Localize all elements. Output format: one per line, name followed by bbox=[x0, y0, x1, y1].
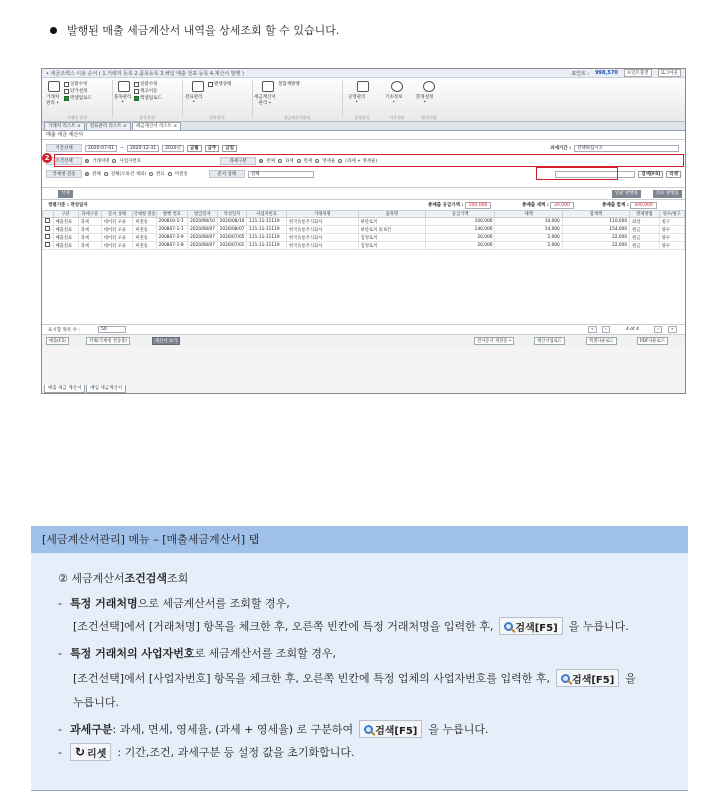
radio-nts-done-label: 완료 bbox=[156, 172, 165, 177]
doc-status-label: 문서 상태 bbox=[209, 170, 245, 178]
sum-supply: 200,000 bbox=[465, 202, 492, 209]
bullet-1-line2 bbox=[73, 617, 629, 635]
intro-line bbox=[50, 22, 339, 38]
period-label: 기간선택 bbox=[46, 144, 82, 152]
bullet-4: - ↻ 리셋 : 기간,조건, 과세구분 등 설정 값을 초기화합니다. bbox=[58, 745, 355, 760]
table-row[interactable] bbox=[43, 226, 685, 234]
col-tax-type[interactable]: 과세구분 bbox=[78, 211, 101, 218]
reset-button[interactable]: 리셋 bbox=[666, 171, 681, 178]
bullet-2: - 특정 거래처의 사업자번호 로 세금계산서를 조회할 경우, bbox=[58, 646, 337, 660]
table-cell: 200807-2-9 bbox=[156, 234, 188, 242]
sum-total: 300,000 bbox=[630, 202, 657, 209]
table-cell: 154,000 bbox=[562, 226, 629, 234]
points-value: 998,570 bbox=[595, 70, 618, 76]
usage-steps: • 세금조렉스 이용 순서 ( 1.거래처 등록 2.품목등록 3.해입 매출 전표 등록 4.계산서 발행 ) bbox=[46, 70, 244, 77]
table-cell: 2,000 bbox=[495, 242, 562, 250]
bullet-1-bold: 특정 거래처명 bbox=[69, 597, 138, 610]
search-button-ref-3: 검색[F5] bbox=[359, 720, 422, 738]
ribbon-price-setting[interactable]: 단가설정 bbox=[64, 88, 87, 94]
table-cell: 매출전표 bbox=[53, 218, 78, 226]
tab-tax-invoice-list[interactable]: 세금계산서 리스트 × bbox=[132, 122, 181, 130]
col-item[interactable]: 품목명 bbox=[358, 211, 425, 218]
tax-period-select[interactable]: 선택하십시오 bbox=[574, 145, 679, 152]
table-cell: 미전송 bbox=[133, 226, 156, 234]
date-from-input[interactable]: 2020-07-01 bbox=[85, 145, 117, 152]
radio-nts-no-error-label: 전체(오류건 제외) bbox=[110, 172, 147, 177]
item-manage-label: 품목관리 • bbox=[114, 95, 132, 105]
heading-prefix: 세금계산서 bbox=[71, 572, 125, 585]
period-row: 기간선택 2020-07-01 ~ 2020-12-31 2020년 금월 금주 금일 과세기간 : 선택하십시오 bbox=[42, 143, 685, 153]
table-cell: 2020/08/10 bbox=[188, 218, 217, 226]
col-payment[interactable]: 결제방법 bbox=[630, 211, 659, 218]
grid-toolbar bbox=[42, 188, 685, 200]
table-cell: 데이터 오류 bbox=[101, 218, 133, 226]
ribbon-caption-slip: 전표관리 bbox=[209, 115, 225, 120]
radio-nts-no-error[interactable] bbox=[104, 172, 108, 176]
table-cell: 200810-1-1 bbox=[156, 218, 188, 226]
table-cell: 200807-1-1 bbox=[156, 226, 188, 234]
condition-label: 조건선택 bbox=[46, 157, 82, 165]
table-cell: 현금 bbox=[630, 226, 659, 234]
this-month-button[interactable]: 금월 bbox=[187, 145, 202, 152]
search-icon bbox=[561, 674, 570, 683]
radio-nts-all[interactable] bbox=[85, 172, 89, 176]
ribbon-caption-basic: 기초정보 bbox=[389, 115, 405, 120]
pdf-download-button[interactable]: PDF다운로드 bbox=[637, 337, 668, 345]
table-cell: 111-11-11119 bbox=[247, 226, 287, 234]
delete-nts-button[interactable]: 삭제(국세청 전송중) bbox=[86, 337, 130, 345]
action-bar bbox=[42, 335, 685, 347]
table-cell: 한국유통주식회사 bbox=[287, 242, 359, 250]
table-cell: 하얀토끼 외 6건 bbox=[358, 226, 425, 234]
reset-icon: ↻ bbox=[74, 745, 86, 759]
table-cell: 111-11-11119 bbox=[247, 242, 287, 250]
table-cell: 데이터 오류 bbox=[101, 242, 133, 250]
radio-nts-unsent-label: 미전송 bbox=[174, 172, 188, 177]
col-supply[interactable]: 공급가액 bbox=[426, 211, 495, 218]
table-cell: 영수 bbox=[659, 226, 684, 234]
per-page-label: 표시할 목록 수 : bbox=[48, 328, 80, 333]
grid-summary bbox=[42, 200, 685, 210]
bottom-tabs bbox=[44, 385, 126, 393]
tax-invoice-manage-label: 세금계산서 관리 • bbox=[254, 95, 276, 106]
col-doc-status[interactable]: 문서 상태 bbox=[101, 211, 133, 218]
table-cell: 영수 bbox=[659, 234, 684, 242]
table-cell: 2020/08/07 bbox=[188, 226, 217, 234]
points-label: 포인트 : bbox=[571, 70, 590, 77]
table-cell: 과세 bbox=[78, 242, 101, 250]
heading-bold: 조건검색 bbox=[124, 572, 168, 585]
sum-tax-label: 총매출 세액 : bbox=[522, 203, 549, 208]
col-nts[interactable]: 국세청 전송 bbox=[133, 212, 156, 217]
ribbon-item-excel-upload[interactable]: 엑셀업로드 bbox=[134, 95, 162, 101]
table-cell: 111-11-11119 bbox=[247, 218, 287, 226]
bullet-1-line2-end: 을 누릅니다. bbox=[568, 620, 629, 633]
table-cell: 100,000 bbox=[426, 218, 495, 226]
col-customer[interactable]: 거래처명 bbox=[287, 211, 359, 218]
next-page-button[interactable]: › bbox=[654, 326, 662, 333]
table-cell: 하얀토끼 bbox=[358, 218, 425, 226]
ribbon-stock-move[interactable]: 재고이동 bbox=[134, 88, 157, 94]
bullet-2-line2 bbox=[73, 669, 636, 687]
radio-nts-done[interactable] bbox=[149, 172, 153, 176]
radio-tax-exempt-label: 면세 bbox=[303, 159, 313, 164]
table-cell: 한국유통주식회사 bbox=[287, 234, 359, 242]
highlight-search-input bbox=[536, 167, 618, 180]
checkbox-icon[interactable] bbox=[45, 218, 50, 223]
page-info: 4 of 4 bbox=[626, 327, 639, 332]
table-cell: 데이터 오류 bbox=[101, 226, 133, 234]
tab-sales-invoice[interactable]: 매출 세금 계산서 bbox=[44, 385, 85, 393]
radio-customer-name-label: 거래처명 bbox=[92, 159, 110, 164]
bullet-icon bbox=[50, 27, 57, 34]
table-cell: 한국유통주식회사 bbox=[287, 226, 359, 234]
table-cell: 검정토끼 bbox=[358, 234, 425, 242]
sum-supply-label: 총매출 공급가액 : bbox=[428, 203, 464, 208]
bullet-3-end: 을 누릅니다. bbox=[428, 723, 489, 736]
table-cell: 검정토끼 bbox=[358, 242, 425, 250]
table-cell: 매출전표 bbox=[53, 242, 78, 250]
table-cell: 2020/08/10 bbox=[217, 218, 246, 226]
tab-purchase-invoice[interactable]: 매입 세금계산서 bbox=[86, 385, 126, 393]
col-receipt[interactable]: 영수/청구 bbox=[659, 211, 684, 218]
radio-tax-taxable-label: 과세 bbox=[284, 159, 294, 164]
table-cell: 2020/08/07 bbox=[188, 242, 217, 250]
tab-slip-list[interactable]: 전표관리 리스트 × bbox=[86, 122, 131, 130]
table-cell: 미전송 bbox=[133, 218, 156, 226]
tax-type-label: 과세구분 bbox=[220, 157, 256, 165]
ribbon-caption-tax: 세금계산서관리 bbox=[283, 115, 311, 120]
table-row[interactable] bbox=[43, 242, 685, 250]
bullet-1-line2-text: [조건선택]에서 [거래처명] 항목을 체크한 후, 오른쪽 빈칸에 특정 거래처명을 입력한 후, bbox=[73, 620, 494, 633]
table-cell: 과세 bbox=[78, 234, 101, 242]
col-issue-date[interactable]: 발급일자 bbox=[188, 211, 217, 218]
doc-status-select[interactable]: 전체 bbox=[248, 171, 314, 178]
basic-info-label: 기초정보 • bbox=[385, 95, 403, 105]
table-cell: 데이터 오류 bbox=[101, 234, 133, 242]
explanation-panel bbox=[31, 526, 688, 791]
ribbon-issue-status[interactable]: 발행상태 bbox=[208, 81, 231, 87]
filter-panel bbox=[42, 140, 685, 188]
search-icon bbox=[364, 725, 373, 734]
delete-button[interactable]: 삭제 bbox=[58, 190, 73, 198]
charge-points-button[interactable]: 포인트충전 bbox=[624, 69, 652, 77]
row-checkbox[interactable] bbox=[43, 226, 54, 234]
page-title: 매출 세금 계산서 bbox=[42, 131, 685, 140]
step-marker: 2 bbox=[42, 153, 52, 163]
app-topbar bbox=[42, 69, 685, 78]
row-checkbox[interactable] bbox=[43, 218, 54, 226]
table-cell: 한국유통주식회사 bbox=[287, 218, 359, 226]
table-cell: 미전송 bbox=[133, 234, 156, 242]
ribbon-caption-settings: 환경설정 bbox=[421, 115, 437, 120]
ribbon-caption-customer: 거래처 관리 bbox=[66, 115, 88, 120]
bullet-1-text: 으로 세금계산서를 조회할 경우, bbox=[137, 597, 290, 610]
slip-icon[interactable] bbox=[192, 81, 204, 92]
ribbon-caption-public: 공영관리 bbox=[354, 115, 370, 120]
checkbox-icon[interactable] bbox=[45, 226, 50, 231]
issue-button[interactable]: 매출(F2) bbox=[46, 337, 69, 345]
radio-tax-combined-label: (과세 + 영세율) bbox=[345, 159, 378, 164]
table-cell: 청구 bbox=[659, 218, 684, 226]
bullet-2-line2-text: [조건선택]에서 [사업자번호] 항목을 체크한 후, 오른쪽 빈칸에 특정 업체의 사업자번호를 입력한 후, bbox=[73, 672, 551, 685]
logout-button[interactable]: 로그아웃 bbox=[658, 69, 681, 77]
table-cell: 22,000 bbox=[562, 234, 629, 242]
radio-nts-all-label: 전체 bbox=[92, 172, 101, 177]
tax-period-label: 과세기간 : bbox=[550, 146, 571, 151]
bullet-3-bold: 과세구분 bbox=[69, 723, 113, 736]
table-cell: 영수 bbox=[659, 242, 684, 250]
checkbox-icon[interactable] bbox=[45, 234, 50, 239]
bullet-2-line2-end: 을 bbox=[625, 672, 636, 685]
row-checkbox[interactable] bbox=[43, 242, 54, 250]
table-cell: 110,000 bbox=[562, 218, 629, 226]
doc-tabs bbox=[42, 122, 685, 131]
col-write-date[interactable]: 작성일자 bbox=[217, 211, 246, 218]
col-total[interactable]: 합계액 bbox=[562, 211, 629, 218]
excel-download-button[interactable]: 엑셀다운로드 bbox=[586, 337, 617, 345]
radio-tax-all-label: 전체 bbox=[266, 159, 275, 164]
table-cell: 2020/08/07 bbox=[188, 234, 217, 242]
col-check[interactable] bbox=[43, 211, 54, 218]
bullet-2-line3: 누릅니다. bbox=[73, 696, 120, 709]
heading-number: ② bbox=[58, 571, 68, 585]
panel-title: [세금계산서관리] 메뉴 – [매출세금계산서] 탭 bbox=[31, 526, 688, 553]
last-page-button[interactable]: » bbox=[668, 326, 677, 333]
table-cell: 2020/07/01 bbox=[217, 242, 246, 250]
highlight-condition-row bbox=[54, 154, 684, 167]
table-cell: 매출전표 bbox=[53, 226, 78, 234]
view-invoice-button[interactable]: 계산서 보기 bbox=[152, 337, 180, 345]
table-cell: 2,000 bbox=[495, 234, 562, 242]
search-icon bbox=[504, 622, 513, 631]
bullet-2-bold: 특정 거래처의 사업자번호 bbox=[69, 647, 195, 660]
table-cell: 2020/08/07 bbox=[217, 226, 246, 234]
pager bbox=[42, 325, 685, 335]
radio-tax-zero-label: 영세율 bbox=[322, 159, 336, 164]
table-cell: 22,000 bbox=[562, 242, 629, 250]
table-cell: 매출전표 bbox=[53, 234, 78, 242]
ribbon-excel-upload[interactable]: 엑셀업로드 bbox=[64, 95, 92, 101]
table-row[interactable] bbox=[43, 234, 685, 242]
search-button-ref-2: 검색[F5] bbox=[556, 669, 619, 687]
info-icon[interactable] bbox=[391, 81, 403, 92]
ribbon bbox=[42, 78, 685, 122]
grid-header-row bbox=[43, 211, 685, 218]
radio-nts-unsent[interactable] bbox=[168, 172, 172, 176]
search-button-ref-1: 검색[F5] bbox=[499, 617, 562, 635]
reset-button-ref: ↻ 리셋 bbox=[70, 743, 111, 761]
date-to-input[interactable]: 2020-12-31 bbox=[127, 145, 159, 152]
bar-chart-icon[interactable] bbox=[357, 81, 369, 92]
bulk-issue-button[interactable]: 일괄 발행불 bbox=[612, 190, 641, 198]
table-cell: 현금 bbox=[630, 242, 659, 250]
bullet-3: - 과세구분 : 과세, 면세, 영세율, (과세 + 영세율) 로 구분하여 검색[F5] 을 누릅니다. bbox=[58, 720, 488, 738]
bullet-3-text: : 과세, 면세, 영세율, (과세 + 영세율) 로 구분하여 bbox=[112, 723, 354, 736]
slip-issue-button[interactable]: 전표 발행불 bbox=[653, 190, 682, 198]
gear-icon[interactable] bbox=[423, 81, 435, 92]
first-page-button[interactable]: « bbox=[588, 326, 597, 333]
checkbox-icon[interactable] bbox=[45, 242, 50, 247]
ribbon-combined-issue[interactable]: 철합계발행 bbox=[278, 82, 300, 87]
today-button[interactable]: 금일 bbox=[222, 145, 237, 152]
table-cell: 과세 bbox=[78, 218, 101, 226]
table-cell: 현금 bbox=[630, 234, 659, 242]
table-cell: 미전송 bbox=[133, 242, 156, 250]
year-select[interactable]: 2020년 bbox=[162, 145, 184, 152]
row-checkbox[interactable] bbox=[43, 234, 54, 242]
prev-page-button[interactable]: ‹ bbox=[602, 326, 610, 333]
intro-text: 발행된 매출 세금계산서 내역을 상세조회 할 수 있습니다. bbox=[67, 24, 340, 37]
table-cell: 140,000 bbox=[426, 226, 495, 234]
nts-label: 국세청 전송 bbox=[46, 170, 82, 178]
table-cell: 20,000 bbox=[426, 234, 495, 242]
customer-icon[interactable] bbox=[48, 81, 60, 92]
per-page-select[interactable]: 50 bbox=[98, 326, 126, 333]
bullet-1: - 특정 거래처명 으로 세금계산서를 조회할 경우, bbox=[58, 596, 290, 610]
tax-invoice-icon[interactable] bbox=[262, 81, 274, 92]
section-heading bbox=[58, 570, 188, 586]
table-cell: 20,000 bbox=[426, 242, 495, 250]
ribbon-bulk-edit[interactable]: 일괄수정 bbox=[64, 81, 87, 87]
table-cell: 과세 bbox=[78, 226, 101, 234]
heading-suffix: 조회 bbox=[167, 572, 189, 585]
bullet-2-text: 로 세금계산서를 조회할 경우, bbox=[194, 647, 337, 660]
sort-label: 정렬기준 : 작성일자 bbox=[48, 203, 88, 208]
radio-business-number-label: 사업자번호 bbox=[119, 159, 142, 164]
resend-doc-button[interactable]: 전자문서 재전송 • bbox=[474, 337, 514, 345]
table-cell: 111-11-11119 bbox=[247, 234, 287, 242]
invoice-grid bbox=[42, 210, 685, 325]
sum-total-label: 총매출 합계 : bbox=[602, 203, 629, 208]
bullet-4-text: : 기간,조건, 과세구분 등 설정 값을 초기화합니다. bbox=[117, 746, 355, 759]
col-biz-no[interactable]: 사업자번호 bbox=[247, 211, 287, 218]
tab-customer-list[interactable]: 거래처 리스트 × bbox=[44, 122, 85, 130]
search-button[interactable]: 검색[F5] bbox=[638, 171, 663, 178]
ribbon-item-bulk-edit[interactable]: 일괄수정 bbox=[134, 81, 157, 87]
app-screenshot bbox=[41, 68, 686, 394]
col-tax[interactable]: 세액 bbox=[495, 211, 562, 218]
table-cell: 외상 bbox=[630, 218, 659, 226]
this-week-button[interactable]: 금주 bbox=[205, 145, 220, 152]
customer-manage-label: 거래처 관리 • bbox=[46, 95, 60, 106]
table-cell: 2020/07/05 bbox=[217, 234, 246, 242]
xml-upload-button[interactable]: 계산서업로드 bbox=[534, 337, 565, 345]
slip-manage-label: 전표관리 • bbox=[185, 95, 203, 105]
col-kind[interactable]: 구분 bbox=[53, 211, 78, 218]
col-issue-no[interactable]: 발행 번호 bbox=[156, 211, 188, 218]
settings-label: 환경설정 • bbox=[416, 95, 434, 105]
sum-tax: 20,000 bbox=[550, 202, 574, 209]
table-cell: 200807-1-8 bbox=[156, 242, 188, 250]
table-row[interactable] bbox=[43, 218, 685, 226]
ribbon-caption-item: 품목관리 bbox=[139, 115, 155, 120]
public-manage-label: 공영관리 • bbox=[348, 95, 366, 105]
table-cell: 14,000 bbox=[495, 226, 562, 234]
table-cell: 10,000 bbox=[495, 218, 562, 226]
item-icon[interactable] bbox=[118, 81, 130, 92]
